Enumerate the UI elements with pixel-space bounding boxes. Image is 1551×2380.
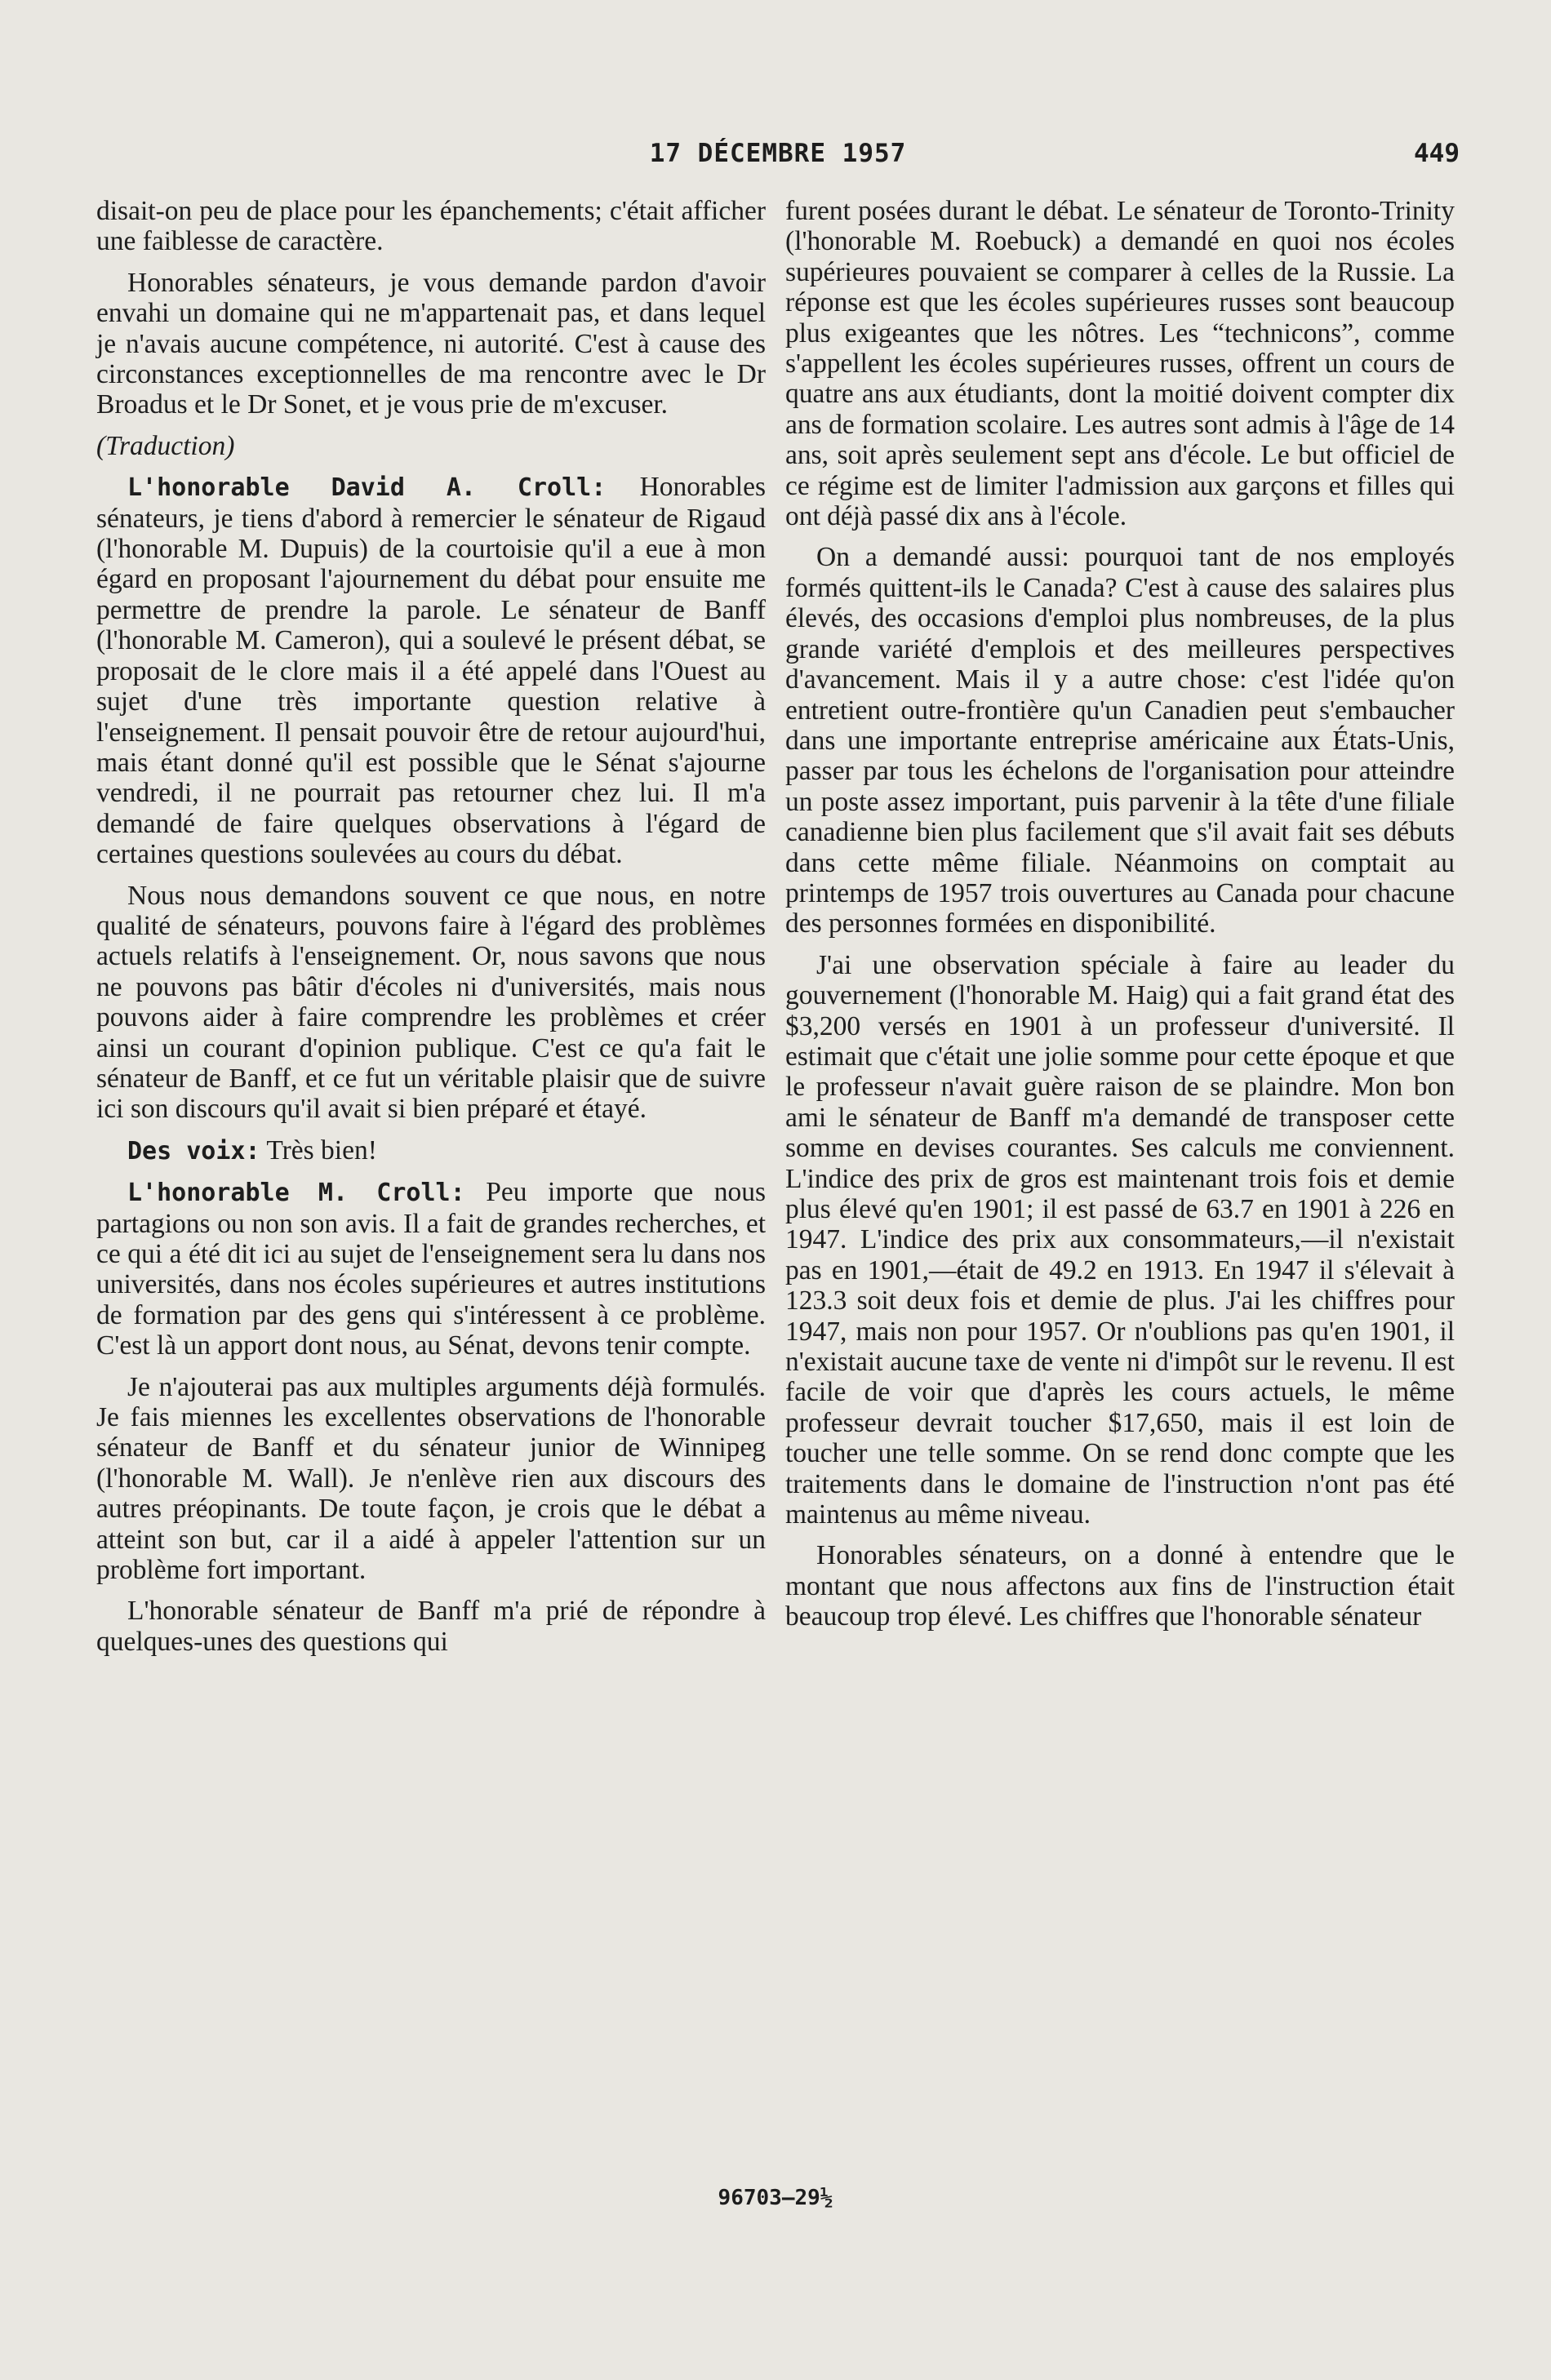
paragraph: Honorables sénateurs, je vous demande pardon d'avoir envahi un domaine qui ne m'appartenait pas, et dans lequel je n'avais aucune compétence, ni autorité. C'est à cause des circonstances exceptionnelles de ma rencontre avec le Dr Broadus et le Dr Sonet, et je vous prie de m'excuser. (96, 267, 766, 420)
page-header (96, 139, 1460, 180)
speaker-name: L'honorable David A. Croll: (127, 473, 607, 503)
paragraph: Je n'ajouterai pas aux multiples arguments déjà formulés. Je fais miennes les excellentes observations de l'honorable sénateur de Banff et du sénateur junior de Winnipeg (l'honorable M. Wall). Je n'enlève rien aux discours des autres préopinants. De toute façon, je crois que le débat a atteint son but, car il a aidé à appeler l'attention sur un problème fort important. (96, 1371, 766, 1586)
speech-paragraph (96, 472, 766, 869)
left-column (96, 196, 766, 1657)
speech-paragraph (96, 1177, 766, 1361)
page-number: 449 (1414, 139, 1460, 168)
speaker-name: Des voix: (127, 1136, 260, 1166)
paragraph: L'honorable sénateur de Banff m'a prié de répondre à quelques-unes des questions qui (96, 1596, 766, 1657)
paragraph: furent posées durant le débat. Le sénateur de Toronto-Trinity (l'honorable M. Roebuck) a demandé en quoi nos écoles supérieures pouvaient se comparer à celles de la Russie. La réponse est que les écoles supérieures russes sont beaucoup plus exigeantes que les nôtres. Les “technicons”, comme s'appellent les écoles supérieures russes, offrent un cours de quatre ans aux étudiants, dont la moitié doivent compter dix ans de formation scolaire. Les autres sont admis à l'âge de 14 ans, soit après seulement sept ans d'école. Le but officiel de ce régime est de limiter l'admission aux garçons et filles qui ont déjà passé dix ans à l'école. (785, 196, 1455, 532)
speech-text: Honorables sénateurs, je tiens d'abord à remercier le sénateur de Rigaud (l'honorable M. Dupuis) de la courtoisie qu'il a eue à mon égard en proposant l'ajournement du débat pour ensuite me permettre de prendre la parole. Le sénateur de Banff (l'honorable M. Cameron), qui a soulevé le présent débat, se proposait de le clore mais il a été appelé dans l'Ouest au sujet d'une très importante question relative à l'enseignement. Il pensait pouvoir être de retour aujourd'hui, mais étant donné qu'il est possible que le Sénat s'ajourne vendredi, il ne pourrait pas retourner chez lui. Il m'a demandé de faire quelques observations à l'égard de certaines questions soulevées au cours du débat. (96, 472, 766, 870)
right-column (785, 196, 1455, 1632)
speaker-name: L'honorable M. Croll: (127, 1179, 465, 1208)
paragraph: disait-on peu de place pour les épanchements; c'était afficher une faiblesse de caractère. (96, 196, 766, 257)
speech-text: Peu importe que nous partagions ou non son avis. Il a fait de grandes recherches, et ce qui a été dit ici au sujet de l'enseignement sera lu dans nos universités, dans nos écoles supérieures et autres institutions de formation par des gens qui s'intéressent à ce problème. C'est là un apport dont nous, au Sénat, devons tenir compte. (96, 1177, 767, 1361)
page-footer-code: 96703—29½ (718, 2186, 833, 2210)
paragraph: Honorables sénateurs, on a donné à entendre que le montant que nous affectons aux fins de l'instruction était beaucoup trop élevé. Les chiffres que l'honorable sénateur (785, 1540, 1455, 1632)
translation-note: (Traduction) (96, 430, 235, 461)
speech-paragraph (96, 1135, 766, 1166)
page-date: 17 DÉCEMBRE 1957 (649, 139, 907, 168)
paragraph: On a demandé aussi: pourquoi tant de nos employés formés quittent-ils le Canada? C'est à cause des salaires plus élevés, des occasions d'emploi plus nombreuses, de la plus grande variété d'emplois et des meilleures perspectives d'avancement. Mais il y a autre chose: c'est l'idée qu'on entretient outre-frontière qu'un Canadien peut s'embaucher dans une importante entreprise américaine aux États-Unis, passer par tous les échelons de l'organisation pour atteindre un poste assez important, puis parvenir à la tête d'une filiale canadienne bien plus facilement que s'il avait fait ses débuts dans cette même filiale. Néanmoins on comptait au printemps de 1957 trois ouvertures au Canada pour chacune des personnes formées en disponibilité. (785, 542, 1455, 939)
speech-text: Très bien! (260, 1134, 377, 1166)
paragraph: Nous nous demandons souvent ce que nous, en notre qualité de sénateurs, pouvons faire à l'égard des problèmes actuels relatifs à l'enseignement. Or, nous savons que nous ne pouvons pas bâtir d'écoles ni d'universités, mais nous pouvons aider à faire comprendre les problèmes et créer ainsi un courant d'opinion publique. C'est ce qu'a fait le sénateur de Banff, et ce fut un véritable plaisir que de suivre ici son discours qu'il avait si bien préparé et étayé. (96, 880, 766, 1125)
paragraph: J'ai une observation spéciale à faire au leader du gouvernement (l'honorable M. Haig) qui a fait grand état des $3,200 versés en 1901 à un professeur d'université. Il estimait que c'était une jolie somme pour cette époque et que le professeur n'avait guère raison de se plaindre. Mon bon ami le sénateur de Banff m'a demandé de transposer cette somme en devises courantes. Ses calculs me conviennent. L'indice des prix de gros est maintenant trois fois et demie plus élevé qu'en 1901; il est passé de 63.7 en 1901 à 226 en 1947. L'indice des prix aux consommateurs,—il n'existait pas en 1901,—était de 49.2 en 1913. En 1947 il s'élevait à 123.3 soit deux fois et demie de plus. J'ai les chiffres pour 1947, mais non pour 1957. Or n'oublions pas qu'en 1901, il n'existait aucune taxe de vente ni d'impôt sur le revenu. Il est facile de voir que d'après les cours actuels, le même professeur devrait toucher $17,650, mais il est loin de toucher une telle somme. On se rend donc compte que les traitements dans le domaine de l'instruction n'ont pas été maintenus au même niveau. (785, 949, 1455, 1530)
